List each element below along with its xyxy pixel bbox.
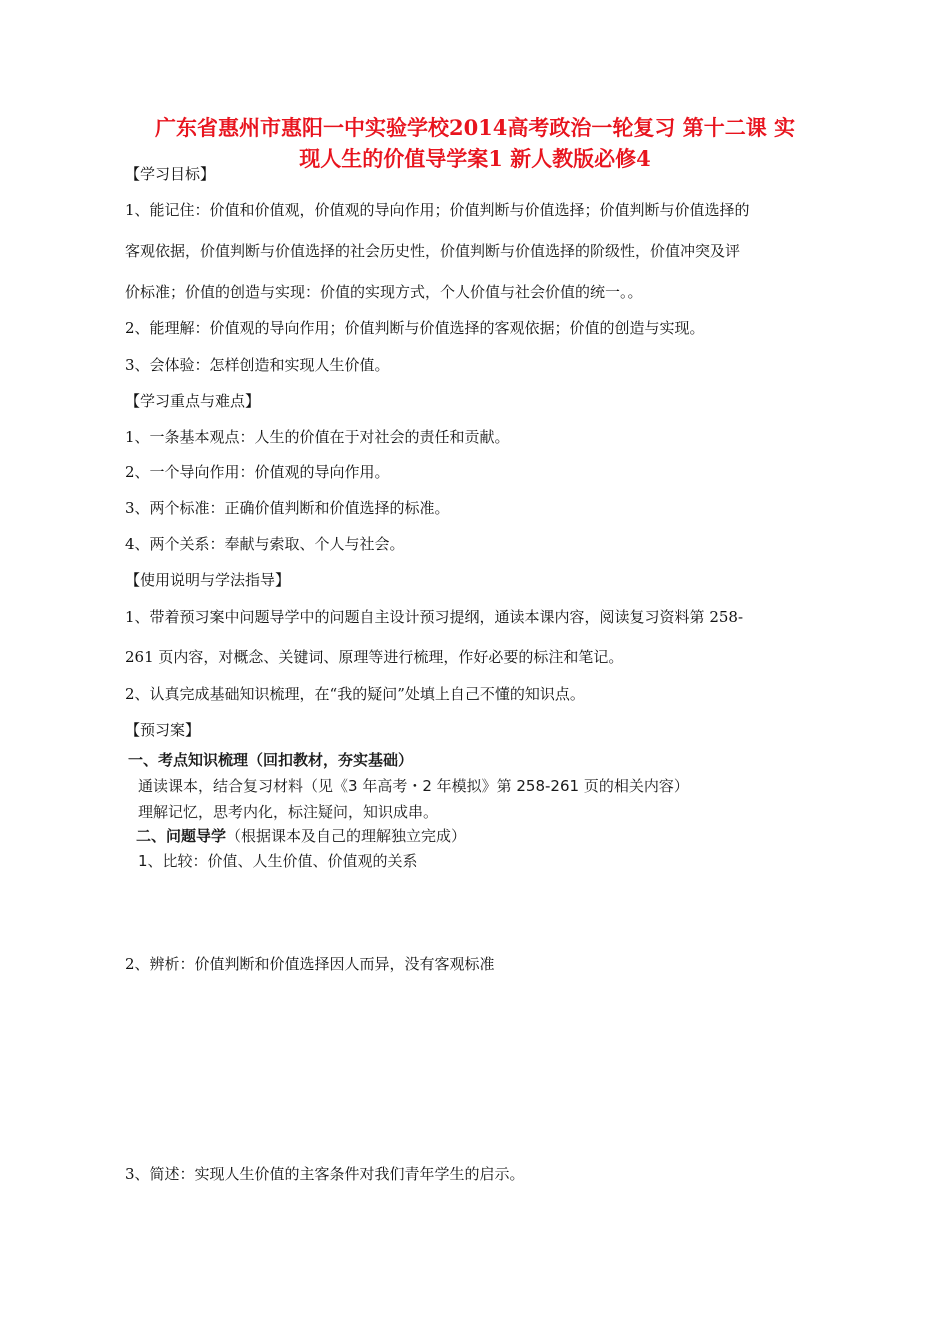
heading-instructions: 【使用说明与学法指导】 xyxy=(125,571,291,589)
goal-line: 2、能理解：价值观的导向作用；价值判断与价值选择的客观依据；价值的创造与实现。 xyxy=(125,319,705,337)
title-line-1: 广东省惠州市惠阳一中实验学校2014高考政治一轮复习 第十二课 实 xyxy=(154,115,796,140)
key-point-line: 2、一个导向作用：价值观的导向作用。 xyxy=(125,463,390,481)
goal-line: 客观依据，价值判断与价值选择的社会历史性，价值判断与价值选择的阶级性，价值冲突及评 xyxy=(125,242,741,260)
key-point-line: 3、两个标准：正确价值判断和价值选择的标准。 xyxy=(125,499,450,517)
preview-section-1-heading: 一、考点知识梳理（回扣教材，夯实基础） xyxy=(128,751,414,769)
goal-line: 价标准；价值的创造与实现：价值的实现方式，个人价值与社会价值的统一。。 xyxy=(125,283,643,301)
heading-key-points: 【学习重点与难点】 xyxy=(125,392,261,410)
preview-section-2-heading xyxy=(136,825,466,846)
key-point-line: 1、一条基本观点：人生的价值在于对社会的责任和贡献。 xyxy=(125,428,510,446)
preview-line: 理解记忆，思考内化，标注疑问，知识成串。 xyxy=(138,803,439,821)
title-line-2: 现人生的价值导学案1 新人教版必修4 xyxy=(299,146,651,171)
heading-goals: 【学习目标】 xyxy=(125,165,216,183)
heading-preview: 【预习案】 xyxy=(125,721,201,739)
preview-section-2-title: 二、问题导学 xyxy=(136,827,227,845)
preview-question-3: 3、简述：实现人生价值的主客条件对我们青年学生的启示。 xyxy=(125,1165,525,1183)
goal-line: 3、会体验：怎样创造和实现人生价值。 xyxy=(125,356,390,374)
preview-question-2: 2、辨析：价值判断和价值选择因人而异，没有客观标准 xyxy=(125,955,495,973)
preview-section-2-note: （根据课本及自己的理解独立完成） xyxy=(226,827,467,845)
preview-question-1: 1、比较：价值、人生价值、价值观的关系 xyxy=(138,852,418,870)
instruction-line: 261 页内容，对概念、关键词、原理等进行梳理，作好必要的标注和笔记。 xyxy=(125,648,624,666)
preview-image-block xyxy=(128,743,689,873)
key-point-line: 4、两个关系：奉献与索取、个人与社会。 xyxy=(125,535,405,553)
goal-line: 1、能记住：价值和价值观，价值观的导向作用；价值判断与价值选择；价值判断与价值选择的 xyxy=(125,201,750,219)
instruction-line: 2、认真完成基础知识梳理，在“我的疑问”处填上自己不懂的知识点。 xyxy=(125,685,585,703)
preview-line: 通读课本，结合复习材料（见《3 年高考・2 年模拟》第 258-261 页的相关内容） xyxy=(138,777,689,795)
instruction-line: 1、带着预习案中问题导学中的问题自主设计预习提纲，通读本课内容，阅读复习资料第 258- xyxy=(125,608,744,626)
